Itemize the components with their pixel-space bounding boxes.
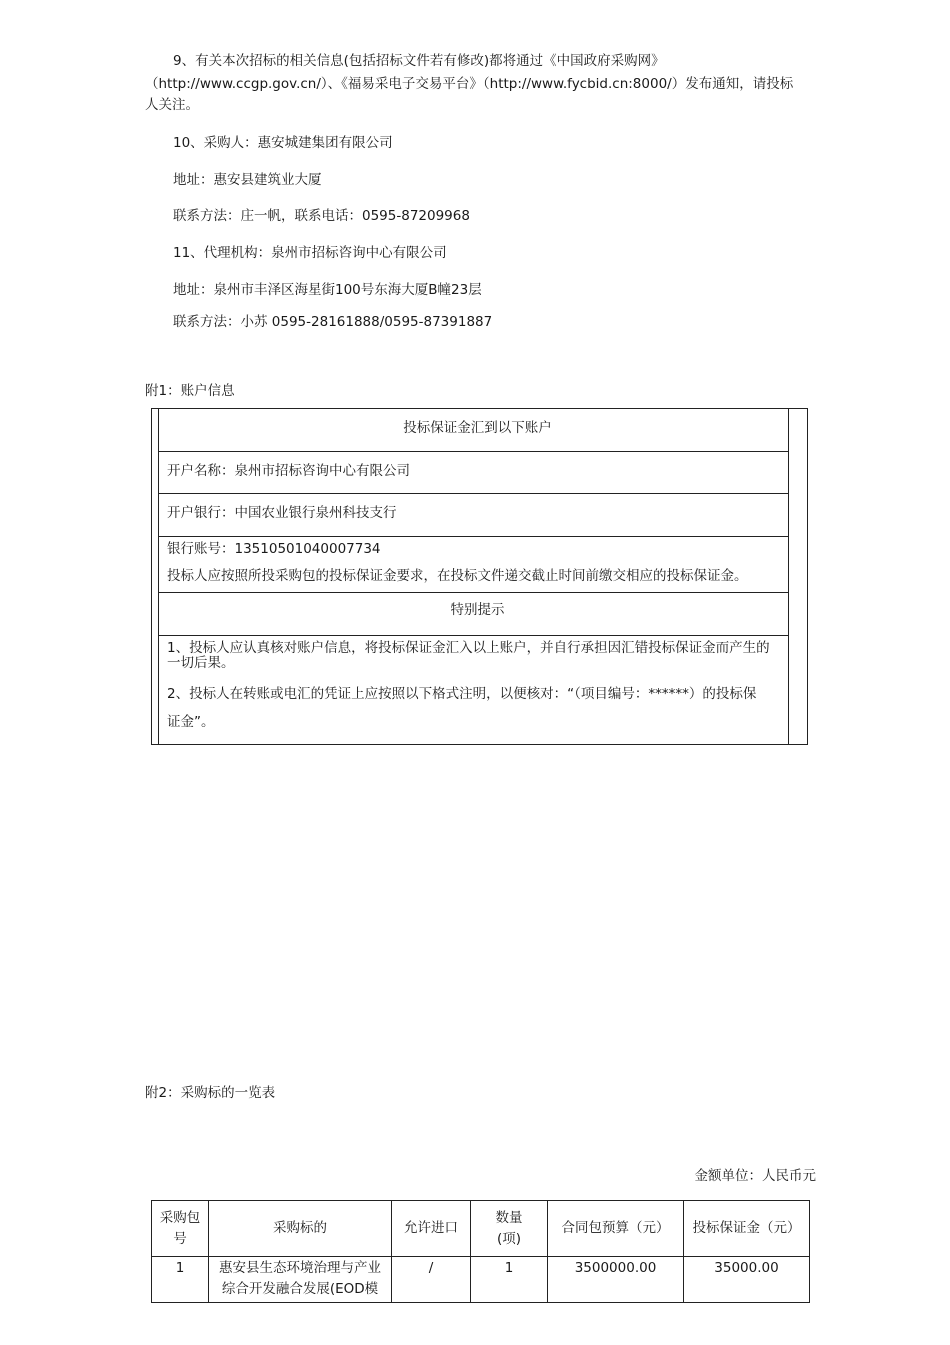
account-number-row xyxy=(159,537,788,593)
purchaser-name: 10、采购人：惠安城建集团有限公司 xyxy=(173,135,393,151)
cell-quantity: 1 xyxy=(471,1257,548,1303)
header-package-no-line2: 号 xyxy=(173,1230,187,1247)
cell-subject-line1: 惠安县生态环境治理与产业 xyxy=(219,1260,381,1276)
cell-subject xyxy=(209,1257,392,1303)
table-row xyxy=(152,1257,810,1303)
header-budget: 合同包预算（元） xyxy=(548,1201,684,1257)
notice1-line2: 一切后果。 xyxy=(167,655,235,671)
purchaser-address: 地址：惠安县建筑业大厦 xyxy=(173,172,322,188)
item9-line2: （http://www.ccgp.gov.cn/）、《福易采电子交易平台》（http://www.fycbid.cn:8000/）发布通知，请投标 xyxy=(145,76,794,92)
account-name-row xyxy=(159,452,788,494)
table-header-row xyxy=(152,1201,810,1257)
header-subject: 采购标的 xyxy=(209,1201,392,1257)
notice2-line1: 2、投标人在转账或电汇的凭证上应按照以下格式注明，以便核对：“（项目编号：******）的投标保 xyxy=(167,686,757,702)
bank-row xyxy=(159,494,788,537)
header-quantity-line2: (项) xyxy=(496,1230,522,1247)
header-package-no-line1: 采购包 xyxy=(159,1209,201,1226)
appendix2-title: 附2：采购标的一览表 xyxy=(145,1085,276,1101)
header-quantity xyxy=(471,1201,548,1257)
cell-subject-line2: 综合开发融合发展(EOD模 xyxy=(221,1281,379,1297)
appendix1-title: 附1：账户信息 xyxy=(145,383,235,399)
currency-unit: 金额单位：人民币元 xyxy=(694,1168,816,1184)
header-deposit: 投标保证金（元） xyxy=(684,1201,810,1257)
account-info-table xyxy=(151,408,808,745)
header-import: 允许进口 xyxy=(392,1201,471,1257)
item9-line3: 人关注。 xyxy=(145,97,199,113)
agency-address: 地址：泉州市丰泽区海星街100号东海大厦B幢23层 xyxy=(173,282,482,298)
notice-body-row xyxy=(159,636,788,746)
notice1-line1: 1、投标人应认真核对账户信息，将投标保证金汇入以上账户，并自行承担因汇错投标保证金而产生的 xyxy=(167,640,770,656)
header-package-no xyxy=(152,1201,209,1257)
deposit-requirement: 投标人应按照所投采购包的投标保证金要求，在投标文件递交截止时间前缴交相应的投标保证金。 xyxy=(167,568,748,584)
bank-name: 开户银行：中国农业银行泉州科技支行 xyxy=(167,505,397,521)
agency-contact: 联系方法：小苏 0595-28161888/0595-87391887 xyxy=(173,314,493,330)
notice2-line2: 证金”。 xyxy=(167,714,215,730)
account-number: 银行账号：13510501040007734 xyxy=(167,541,381,557)
purchaser-contact: 联系方法：庄一帆，联系电话：0595-87209968 xyxy=(173,208,470,224)
account-header: 投标保证金汇到以下账户 xyxy=(403,420,552,436)
account-name: 开户名称：泉州市招标咨询中心有限公司 xyxy=(167,463,410,479)
item9-line1: 9、有关本次招标的相关信息(包括招标文件若有修改)都将通过《中国政府采购网》 xyxy=(173,53,665,69)
cell-import: / xyxy=(392,1257,471,1303)
cell-deposit: 35000.00 xyxy=(684,1257,810,1303)
agency-name: 11、代理机构：泉州市招标咨询中心有限公司 xyxy=(173,245,447,261)
notice-title-row xyxy=(159,593,788,636)
notice-title: 特别提示 xyxy=(450,602,505,618)
header-quantity-line1: 数量 xyxy=(495,1209,523,1226)
account-header-row xyxy=(159,409,788,452)
cell-package-no: 1 xyxy=(152,1257,209,1303)
cell-budget: 3500000.00 xyxy=(548,1257,684,1303)
procurement-list-table xyxy=(151,1200,810,1303)
